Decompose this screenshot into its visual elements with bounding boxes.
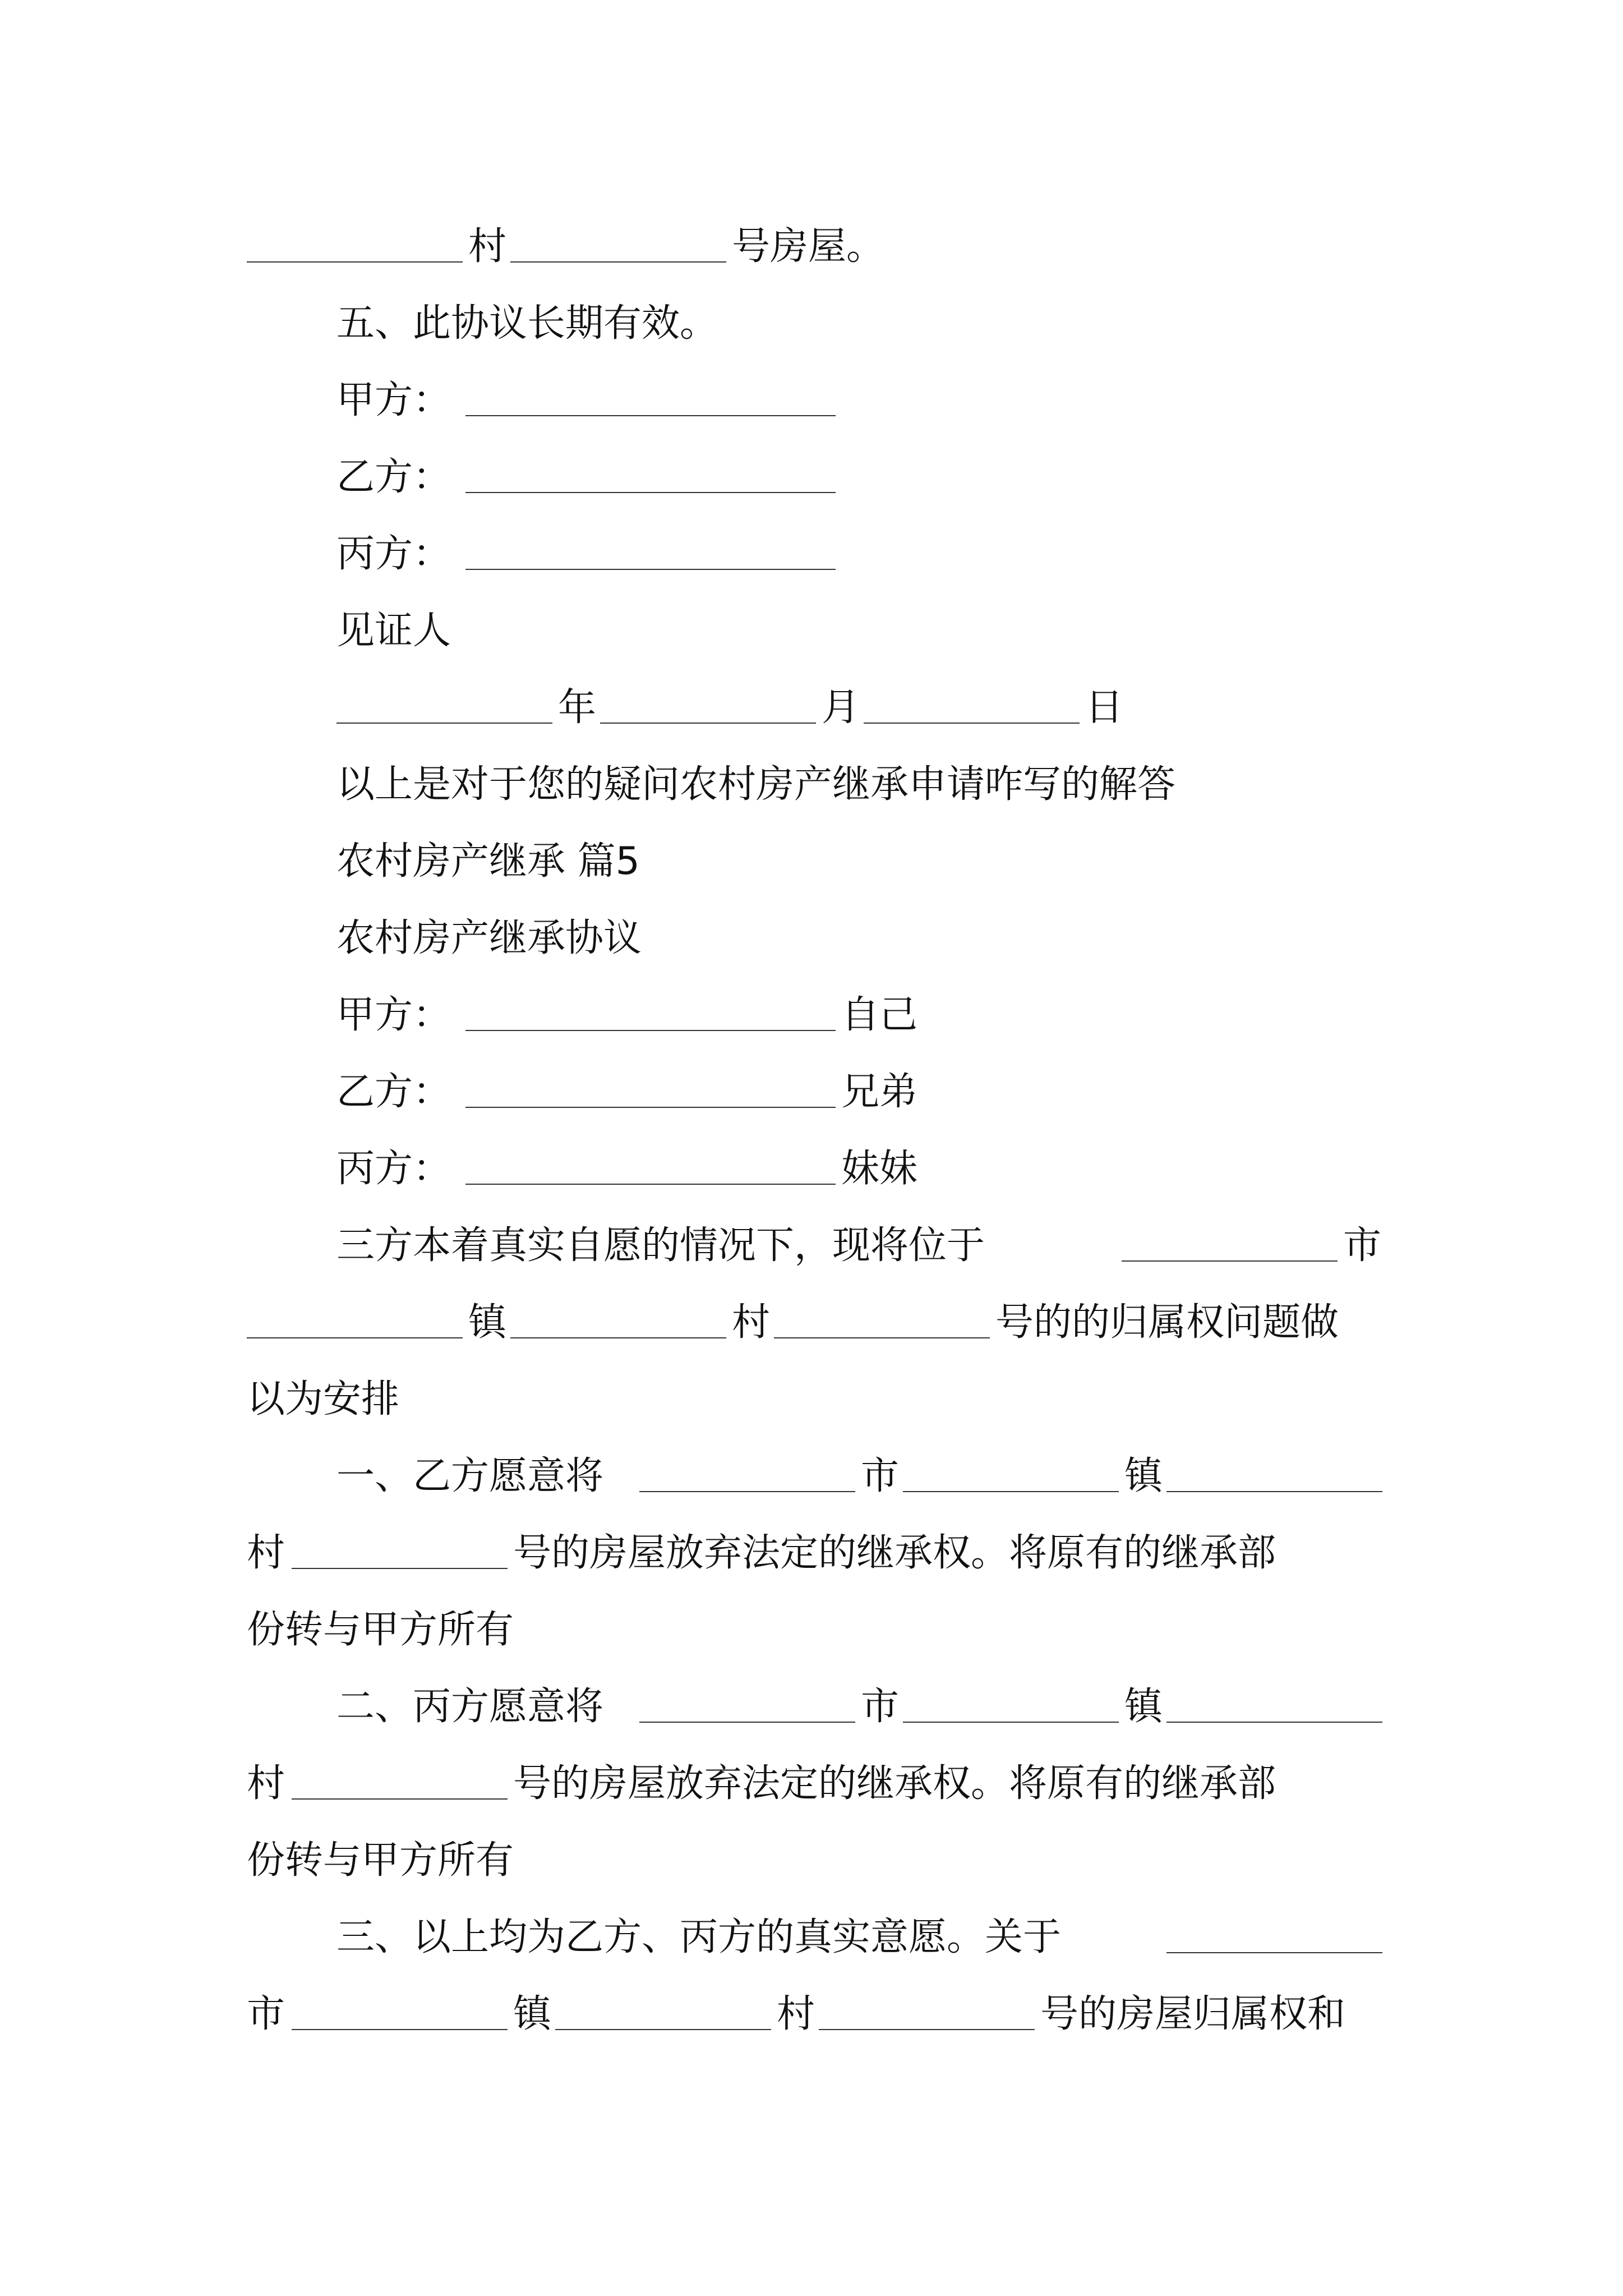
party-c-blank[interactable] [465, 1184, 836, 1185]
city-blank[interactable] [1122, 1260, 1338, 1262]
witness-label: 见证人 [336, 609, 451, 653]
party-a-blank[interactable] [465, 415, 836, 416]
party-b-label: 乙方： [336, 1070, 451, 1114]
city-label: 市 [1343, 1223, 1382, 1268]
village-label: 村 [777, 1992, 815, 2036]
year-blank[interactable] [336, 723, 552, 724]
clause-one-end: 份转与甲方所有 [247, 1608, 514, 1652]
agreement-title-text: 农村房产继承协议 [336, 916, 642, 960]
party-a-label: 甲方： [336, 378, 451, 422]
section-heading-text: 农村房产继承 篇5 [336, 839, 640, 884]
village-label: 村 [247, 1761, 285, 1806]
city-blank[interactable] [639, 1722, 855, 1723]
day-blank[interactable] [864, 723, 1080, 724]
clause-three-body: 号的房屋归属权和 [1040, 1992, 1346, 2036]
clause-three-text: 三、以上均为乙方、丙方的真实意愿。关于 [336, 1915, 1062, 1959]
town-blank[interactable] [903, 1491, 1119, 1492]
blank-field[interactable] [510, 261, 726, 263]
village-label: 村 [247, 1531, 285, 1575]
village-label: 村 [732, 1300, 771, 1345]
town-blank[interactable] [292, 2029, 508, 2030]
month-label: 月 [822, 685, 860, 730]
number-blank[interactable] [819, 2029, 1035, 2030]
number-blank[interactable] [292, 1798, 508, 1800]
clause-two-text: 二、丙方愿意将 [336, 1685, 604, 1729]
preamble-end: 以为安排 [247, 1377, 400, 1421]
month-blank[interactable] [600, 723, 816, 724]
village-blank[interactable] [555, 2029, 771, 2030]
party-a-label: 甲方： [336, 993, 451, 1037]
town-blank[interactable] [903, 1722, 1119, 1723]
number-blank[interactable] [774, 1337, 990, 1338]
year-label: 年 [558, 685, 597, 730]
party-c-label: 丙方： [336, 1147, 451, 1191]
party-b-blank[interactable] [465, 492, 836, 493]
number-blank[interactable] [292, 1568, 508, 1569]
town-label: 镇 [1124, 1685, 1163, 1729]
house-number-label: 号房屋。 [732, 224, 885, 269]
village-blank[interactable] [1166, 1722, 1382, 1723]
town-label: 镇 [468, 1300, 507, 1345]
party-b-role: 兄弟 [841, 1070, 918, 1114]
village-blank[interactable] [510, 1337, 726, 1338]
village-label: 村 [468, 224, 507, 269]
party-a-blank[interactable] [465, 1030, 836, 1031]
party-b-blank[interactable] [465, 1107, 836, 1108]
city-blank[interactable] [1166, 1952, 1382, 1953]
party-a-role: 自己 [841, 993, 918, 1037]
city-label: 市 [861, 1685, 900, 1729]
party-c-role: 妹妹 [841, 1147, 918, 1191]
village-blank[interactable] [1166, 1491, 1382, 1492]
ownership-text: 号的的归属权问题做 [995, 1300, 1339, 1345]
day-label: 日 [1085, 685, 1124, 730]
party-c-label: 丙方： [336, 532, 451, 576]
blank-field[interactable] [247, 261, 463, 263]
city-blank[interactable] [639, 1491, 855, 1492]
party-b-label: 乙方： [336, 455, 451, 499]
city-label: 市 [861, 1454, 900, 1498]
town-blank[interactable] [247, 1337, 463, 1338]
city-label: 市 [247, 1992, 285, 2036]
preamble-text: 三方本着真实自愿的情况下，现将位于 [336, 1223, 985, 1268]
clause-two-body: 号的房屋放弃法定的继承权。将原有的继承部 [513, 1761, 1276, 1806]
clause-five-text: 五、此协议长期有效。 [336, 301, 718, 346]
town-label: 镇 [1124, 1454, 1163, 1498]
town-label: 镇 [513, 1992, 552, 2036]
clause-one-body: 号的房屋放弃法定的继承权。将原有的继承部 [513, 1531, 1276, 1575]
answer-note-text: 以上是对于您的疑问农村房产继承申请咋写的解答 [336, 762, 1176, 807]
clause-two-end: 份转与甲方所有 [247, 1838, 514, 1883]
clause-one-text: 一、乙方愿意将 [336, 1454, 604, 1498]
party-c-blank[interactable] [465, 569, 836, 570]
